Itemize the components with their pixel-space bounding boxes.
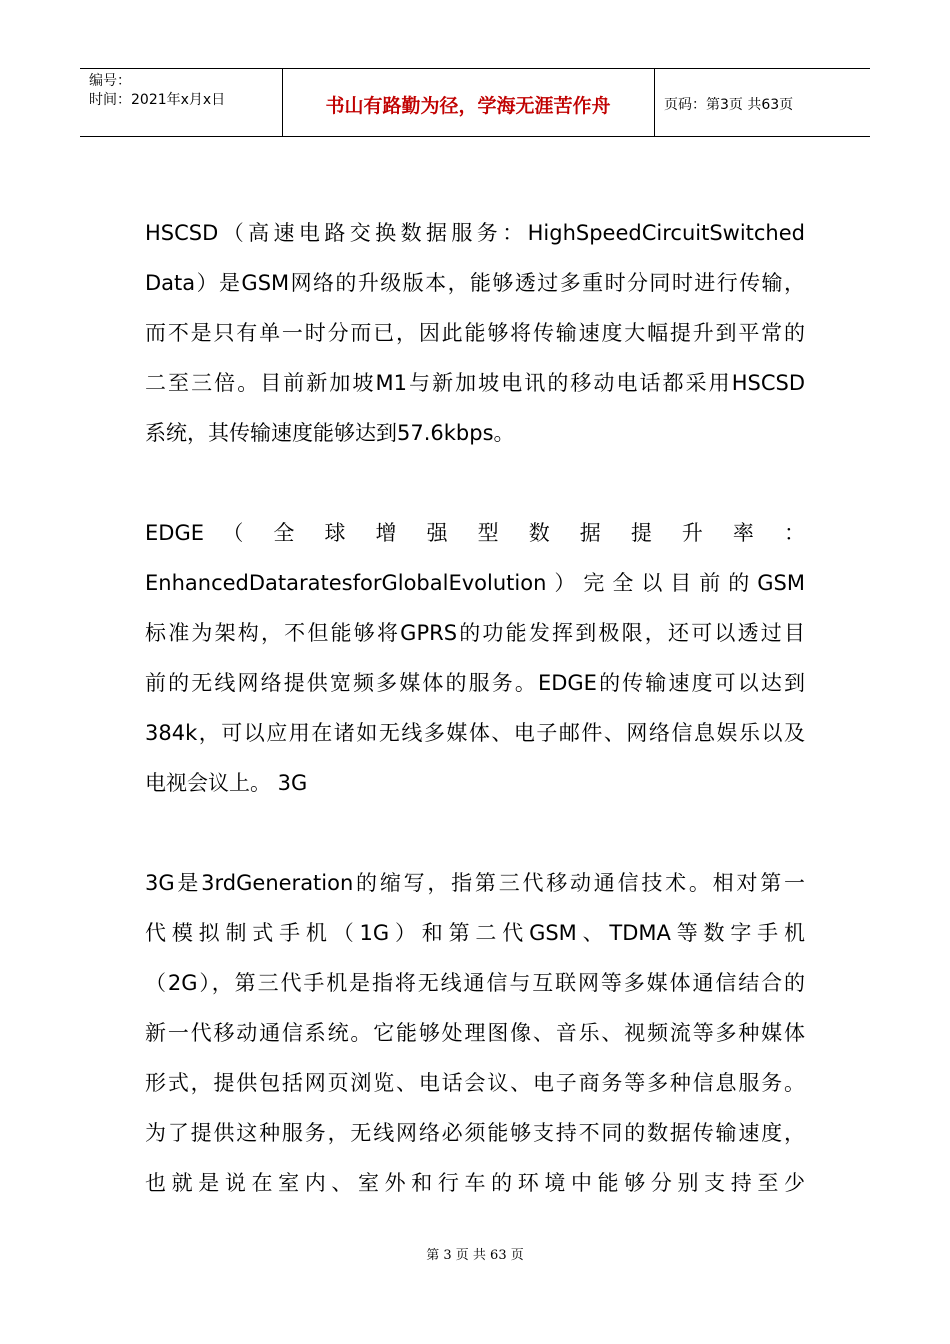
text-line: （2G），第三代手机是指将无线通信与互联网等多媒体通信结合的 [145,971,805,995]
text-line: EnhancedDataratesforGlobalEvolution）完全以目前的GSM [145,571,805,595]
text-line: 二至三倍。目前新加坡M1与新加坡电讯的移动电话都采用HSCSD [145,371,805,395]
text-line: 代模拟制式手机（1G）和第二代GSM、TDMA等数字手机 [145,921,805,945]
header-motto: 书山有路勤为径，学海无涯苦作舟 [325,95,611,117]
text-line: EDGE （ 全 球 增 强 型 数 据 提 升 率 ： [145,521,805,545]
header-right-cell [655,69,870,136]
text-line: 前的无线网络提供宽频多媒体的服务。EDGE的传输速度可以达到 [145,671,805,695]
paragraph-hscsd [145,208,805,458]
text-line: HSCSD（高速电路交换数据服务：HighSpeedCircuitSwitched [145,221,805,245]
text-line: 3G是3rdGeneration的缩写，指第三代移动通信技术。相对第一 [145,871,805,895]
page-header [80,68,870,137]
doc-code-label: 编号： [89,73,131,89]
text-line: 系统，其传输速度能够达到57.6kbps。 [145,421,515,445]
text-line: Data）是GSM网络的升级版本，能够透过多重时分同时进行传输， [145,271,805,295]
paragraph-3g [145,858,805,1208]
paragraph-edge [145,508,805,808]
text-line: 而不是只有单一时分而已，因此能够将传输速度大幅提升到平常的 [145,321,805,345]
header-middle-cell [282,69,655,136]
header-left-cell [80,69,283,136]
document-body [145,208,805,1258]
text-line: 为了提供这种服务，无线网络必须能够支持不同的数据传输速度， [145,1121,805,1145]
doc-date-label: 时间：2021年x月x日 [89,92,226,108]
text-line: 形式，提供包括网页浏览、电话会议、电子商务等多种信息服务。 [145,1071,805,1095]
text-line: 也就是说在室内、室外和行车的环境中能够分别支持至少 [145,1171,805,1195]
text-line: 标准为架构，不但能够将GPRS的功能发挥到极限，还可以透过目 [145,621,805,645]
page-footer-number: 第 3 页 共 63 页 [426,1248,524,1263]
text-line: 384k，可以应用在诸如无线多媒体、电子邮件、网络信息娱乐以及 [145,721,805,745]
text-line: 新一代移动通信系统。它能够处理图像、音乐、视频流等多种媒体 [145,1021,805,1045]
header-page-info: 页码：第3页 共63页 [664,97,794,113]
text-line: 电视会议上。 3G [145,771,308,795]
